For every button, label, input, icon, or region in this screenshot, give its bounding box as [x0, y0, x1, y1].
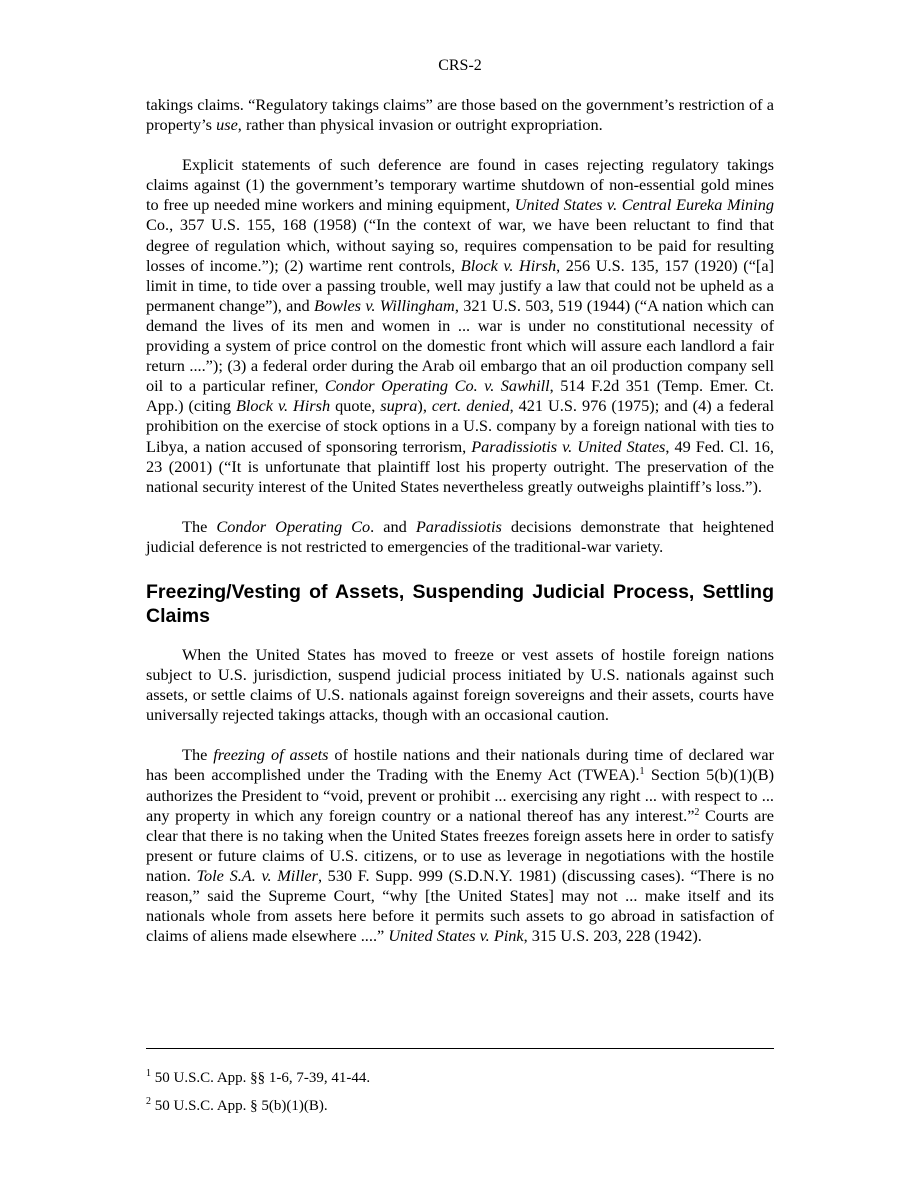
footnote-ref-1[interactable]: 1: [639, 766, 645, 778]
case-name: United States v. Central Eureka Mining: [514, 195, 774, 215]
paragraph-deference-cases: [146, 155, 774, 497]
italic-run: cert. denied: [431, 396, 510, 416]
text-run: , 530 F. Supp. 999 (S.D.N.Y. 1981) (discussing cases). “There is no reason,” said the Supreme Court, “why [the United States] may not ... make itself and its nationals whole from assets here before it permits such assets to go abroad in satisfaction of claims of aliens made elsewhere ....”: [146, 865, 774, 946]
text-run: decisions demonstrate that heightened judicial deference is not restricted to emergencies of the traditional-war variety.: [146, 516, 775, 556]
paragraph-continuation: [146, 95, 774, 135]
text-run: , 49 Fed. Cl. 16, 23 (2001) (“It is unfortunate that plaintiff lost his property outright. The preservation of the national security interest of the United States nevertheless greatly outweighs plaintiff’s loss.”).: [146, 436, 774, 496]
italic-run: supra: [380, 396, 418, 416]
text-run: , rather than physical invasion or outright expropriation.: [237, 115, 603, 135]
case-name: Block v. Hirsh: [460, 255, 557, 275]
case-name: Bowles v. Willingham: [313, 295, 455, 315]
footnote-1: [146, 1068, 774, 1088]
case-name: United States v. Pink: [388, 926, 524, 946]
text-run: , 321 U.S. 503, 519 (1944) (“A nation which can demand the lives of its men and women in ... war is under no constitutional necessity of providing a system of price control on the domestic front which will assure each landlord a fair return ....”); (3) a federal order during the Arab oil embargo that an oil production company sell oil to a particular refiner,: [146, 295, 774, 396]
text-run: , 421 U.S. 976 (1975); and (4) a federal prohibition on the exercise of stock options in a U.S. company by a foreign national with ties to Libya, a nation accused of sponsoring terrorism,: [146, 396, 774, 456]
footnote-text: 50 U.S.C. App. § 5(b)(1)(B).: [151, 1098, 328, 1114]
italic-run: use: [216, 115, 238, 135]
footnote-number: 1: [146, 1068, 151, 1079]
text-run: The: [182, 745, 214, 765]
text-run: Section 5(b)(1)(B) authorizes the President to “void, prevent or prohibit ... exercising any right ... with respect to ... any property in which any foreign country or a national thereof has any interest.”: [146, 765, 774, 825]
text-run: , 514 F.2d 351 (Temp. Emer. Ct. App.) (citing: [146, 376, 774, 416]
case-name: Block v. Hirsh: [235, 396, 331, 416]
case-name: Condor Operating Co: [216, 516, 371, 536]
text-run: Courts are clear that there is no taking when the United States freezes foreign assets here in order to satisfy present or future claims of U.S. citizens, or to use as leverage in negotiations with the hostile nation.: [146, 805, 774, 885]
case-name: Paradissiotis v. United States: [471, 436, 666, 456]
footnote-number: 2: [146, 1096, 151, 1107]
text-run: ),: [417, 396, 432, 416]
paragraph-freeze-overview: When the United States has moved to freeze or vest assets of hostile foreign nations subject to U.S. jurisdiction, suspend judicial process initiated by U.S. nationals against such assets, or settle claims of U.S. nationals against foreign sovereigns and their assets, courts have universally rejected takings attacks, though with an occasional caution.: [146, 644, 774, 725]
section-heading: Freezing/Vesting of Assets, Suspending Judicial Process, Settling Claims: [146, 580, 774, 627]
case-name: Paradissiotis: [415, 516, 502, 536]
paragraph-heightened-deference: [146, 517, 774, 557]
footnote-2: [146, 1096, 774, 1116]
text-run: takings claims. “Regulatory takings claims” are those based on the government’s restriction of a property’s: [146, 95, 774, 135]
footnote-text: 50 U.S.C. App. §§ 1-6, 7-39, 41-44.: [151, 1070, 371, 1086]
text-run: of hostile nations and their nationals during time of declared war has been accomplished under the Trading with the Enemy Act (TWEA).: [146, 745, 774, 785]
case-name: Tole S.A. v. Miller: [196, 865, 318, 885]
paragraph-freezing-of-assets: [146, 745, 774, 946]
case-name: Condor Operating Co. v. Sawhill: [324, 376, 550, 396]
text-run: , 256 U.S. 135, 157 (1920) (“[a] limit in time, to tide over a passing trouble, well may justify a law that could not be upheld as a permanent change”), and: [146, 255, 774, 315]
italic-run: freezing of assets: [213, 745, 329, 765]
footnote-divider: [146, 1048, 774, 1049]
text-run: Co., 357 U.S. 155, 168 (1958) (“In the context of war, we have been reluctant to find that degree of regulation which, without saying so, requires compensation to be paid for resulting losses of income.”); (2) wartime rent controls,: [146, 215, 774, 275]
text-run: The: [182, 516, 217, 536]
footnote-ref-2[interactable]: 2: [694, 806, 700, 818]
footnotes: [146, 1068, 774, 1124]
text-run: quote,: [330, 396, 381, 416]
text-run: , 315 U.S. 203, 228 (1942).: [523, 926, 702, 946]
text-run: Explicit statements of such deference are found in cases rejecting regulatory takings claims against (1) the government’s temporary wartime shutdown of non-essential gold mines to free up needed mine workers and mining equipment,: [146, 155, 774, 215]
page-number: CRS-2: [438, 57, 482, 74]
body-text: [146, 95, 774, 946]
text-run: . and: [370, 516, 416, 536]
